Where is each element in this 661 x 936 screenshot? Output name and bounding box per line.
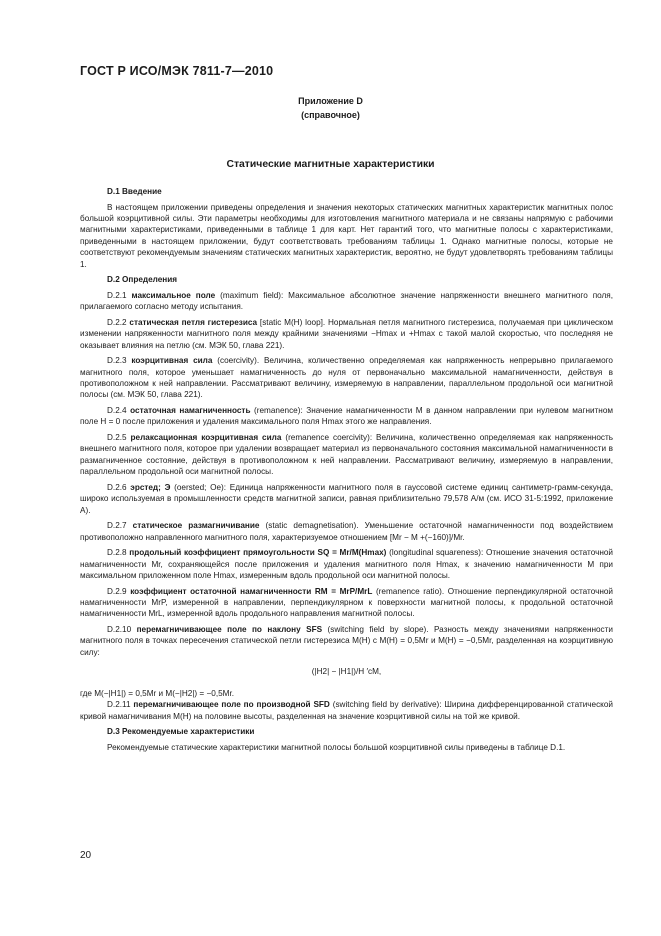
appendix-note: (справочное) [301,110,360,120]
definition-text: (switching field by slope). Разность между значениями напряженности магнитного поля в точках пересечения статической петли гистерезиса M(H) с M(H) = 0,5Mr и M(H) = −0,5Mr, разделенная на коэрцитивную силу: [80,625,613,657]
clause-number: D.2.10 [107,625,132,635]
clause-number: D.2.8 [107,548,127,558]
definition-d211 [80,699,613,722]
definition-text: (remanence coercivity): Величина, количественно определяемая как напряженность внешнего магнитного поля, которое при удалении возвращает материал из первоначального состояния максимальной намагниченности в размагниченное состояние, действуя в противоположном к ней направлении. Рассматривают величину, измеряемую в направлении, параллельном продольной оси магнитной полосы. [80,433,613,477]
clause-number: D.2.4 [107,406,127,416]
page-number: 20 [80,850,92,861]
clause-number: D.2.1 [107,290,127,300]
definition-term: коэрцитивная сила [131,356,213,366]
definition-text: (static demagnetisation). Уменьшение остаточной намагниченности под воздействием противоположно направленного магнитного поля, характеризуемое отношением [Mr − M +(−160)]/Mr. [80,521,614,542]
definition-term: максимальное поле [131,290,216,300]
definition-d29 [80,586,613,620]
definition-term: перемагничивающее поле по наклону SFS [136,625,323,635]
definition-d27 [80,520,613,543]
definition-d26 [80,482,613,516]
definition-text: (remanence): Значение намагниченности M в данном направлении при нулевом магнитном поле H = 0 после приложения и удаления максимального поля Hmax этого же направления. [80,406,614,427]
definition-term: эрстед; Э [130,482,171,492]
section-heading-d1: D.1 Введение [107,187,162,196]
definition-d24 [80,405,613,428]
section-heading-d2: D.2 Определения [107,275,178,285]
page-title: Статические магнитные характеристики [226,159,435,170]
appendix-label: Приложение D [298,96,363,106]
definition-term: остаточная намагниченность [130,406,251,416]
clause-number: D.2.7 [107,521,127,531]
definition-text: [static M(H) loop]. Нормальная петля магнитного гистерезиса, получаемая при циклическом изменении напряженности магнитного поля между крайними значениями −Hmax и +Hmax с такой малой скоростью, что последняя не оказывает влияния на петлю (см. МЭК 50, глава 221). [80,317,613,350]
document-body [80,186,613,753]
formula-where: где M(−|H1|) = 0,5Mr и M(−|H2|) = −0,5Mr. [80,688,235,698]
definition-d21 [80,290,613,313]
definition-term: перемагничивающее поле по производной SFD [133,700,330,710]
paragraph-d1: В настоящем приложении приведены определения и значения некоторых статических магнитных характеристик магнитных полос большой коэрцитивной силы. Эти параметры необходимы для изготовления магнитного материала и не связаны напрямую с рабочими магнитными характеристиками, приведенными в таблице 1 для карт. Нет гарантий того, что магнитные полосы с характеристиками, приведенными в настоящем приложении, будут соответствовать требованиям таблицы 1. Однако магнитные полосы, которые не соответствуют рекомендуемым значениям статических магнитных характеристик, вероятно, не будут удовлетворять требованиям таблицы 1. [80,202,613,269]
paragraph-d3: Рекомендуемые статические характеристики магнитной полосы большой коэрцитивной силы приведены в таблице D.1. [107,742,566,752]
definition-text: (remanence ratio). Отношение перпендикулярной остаточной намагниченности MrP, измеренной в направлении, перпендикулярном к поверхности магнитной полосы, к продольной остаточной намагниченности MrL, измеренной вдоль продольного направления магнитной полосы. [80,586,613,619]
clause-number: D.2.2 [107,317,127,327]
definition-text: (coercivity). Величина, количественно определяемая как напряженность непрерывно прилагаемого магнитного поля, которое уменьшает намагниченность до нуля от первоначально максимальной намагниченности, действуя в противоположном к ней направлении. Рассматривают величину, измеряемую в направлении, параллельном продольной оси магнитной полосы (см. МЭК 50, глава 221). [80,356,613,400]
formula: (|H2| − |H1|)/H ′cM, [311,667,382,677]
clause-number: D.2.3 [107,356,127,366]
definition-term: статическое размагничивание [132,521,260,531]
definition-text: (maximum field): Максимальное абсолютное значение напряженности внешнего магнитного поля, прилагаемого согласно методу испытания. [80,290,613,312]
definition-d28 [80,547,613,581]
section-heading-d3: D.3 Рекомендуемые характеристики [107,727,255,737]
definition-term: статическая петля гистерезиса [129,317,258,327]
clause-number: D.2.11 [107,700,131,710]
standard-header: ГОСТ Р ИСО/МЭК 7811-7—2010 [80,64,274,78]
clause-number: D.2.5 [107,433,127,443]
definition-text: (oersted; Oe): Единица напряженности магнитного поля в гауссовой системе единиц сантиметр-грамм-секунда, широко используемая в промышленности средств магнитной записи, равная приблизительно 79,578 А/м (см. ИСО 31-5:1992, приложение А). [80,482,613,515]
definition-d23 [80,355,613,401]
definition-term: продольный коэффициент прямоугольности SQ = Mr/M(Hmax) [129,548,387,558]
clause-number: D.2.9 [107,586,127,596]
definition-text: (longitudinal squareness): Отношение значения остаточной намагниченности Mr, сохраняющейся после приложения и удаления магнитного поля Hmax, к значению намагниченности M при максимальном приложенном поле Hmax, измеренным вдоль продольной оси магнитной полосы. [80,548,613,581]
definition-d210 [80,624,613,658]
definition-term: релаксационная коэрцитивная сила [130,433,282,443]
definition-d22 [80,317,613,351]
definition-term: коэффициент остаточной намагниченности RM = MrP/MrL [130,586,373,596]
definition-d25 [80,432,613,478]
clause-number: D.2.6 [107,482,127,492]
definition-text: (switching field by derivative): Ширина дифференцированной статической кривой намагничивания M(H) на половине высоты, разделенная на значение коэрцитивной силы на той же кривой. [80,700,613,721]
